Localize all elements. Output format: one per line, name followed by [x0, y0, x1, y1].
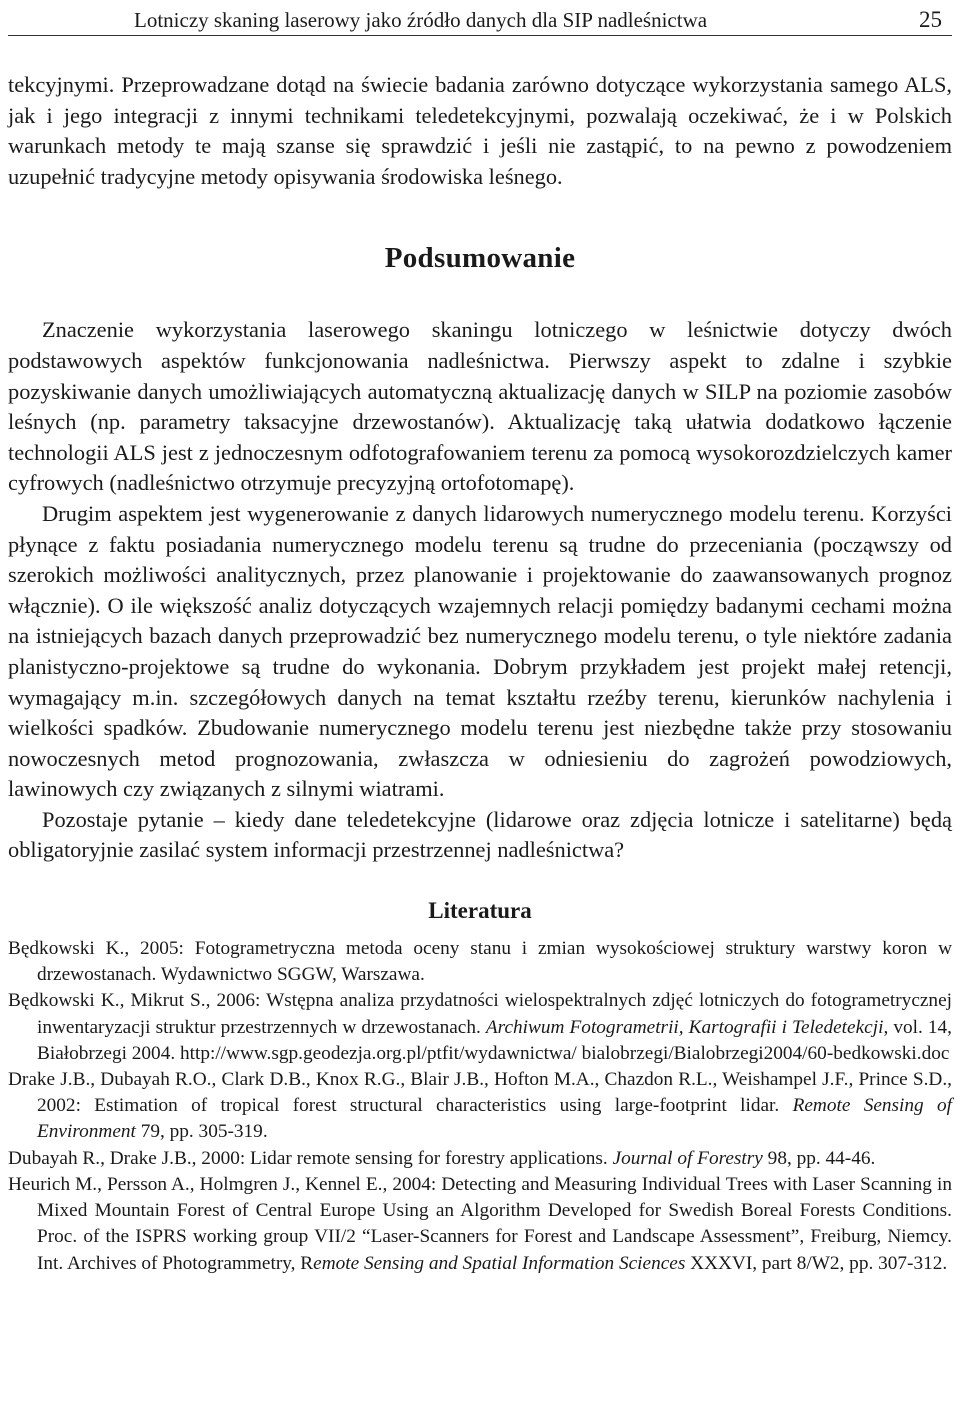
running-head-title: Lotniczy skaning laserowy jako źródło danych dla SIP nadleśnictwa	[134, 8, 708, 32]
reference-item	[8, 1146, 952, 1172]
reference-text: Dubayah R., Drake J.B., 2000: Lidar remote sensing for forestry applications.	[8, 1147, 613, 1169]
reference-journal: Journal of Forestry	[612, 1147, 763, 1169]
section-heading-summary: Podsumowanie	[384, 242, 576, 275]
reference-journal: Archiwum Fotogrametrii, Kartografii i Teledetekcji	[485, 1016, 884, 1038]
intro-paragraph: tekcyjnymi. Przeprowadzane dotąd na świecie badania zarówno dotyczące wykorzystania samego ALS, jak i jego integracji z innymi technikami teledetekcyjnymi, pozwalają oczekiwać, że i w Polskich warunkach metody te mają szanse się sprawdzić i jeśli nie zastąpić, to na pewno z powodzeniem uzupełnić tradycyjne metody opisywania środowiska leśnego.	[8, 72, 952, 189]
reference-text: Heurich M., Persson A., Holmgren J., Kennel E., 2004: Detecting and Measuring Individual Trees with Laser Scanning in Mixed Mountain Forest of Central Europe Using an Algorithm Developed for Swedish Boreal Forests Conditions. Proc. of the ISPRS working group VII/2 “Laser-Scanners for Forest and Landscape Assessment”, Freiburg, Niemcy. Int. Archives of Photogrammetry, R	[8, 1173, 952, 1274]
reference-journal: emote Sensing and Spatial Information Sciences	[313, 1252, 686, 1274]
running-head	[8, 0, 952, 33]
reference-text: Będkowski K., Mikrut S., 2006: Wstępna analiza przydatności wielospektralnych zdjęć lotniczych do fotogrametrycznej inwentaryzacji struktur przestrzennych w drzewostanach.	[8, 990, 952, 1038]
summary-paragraph: Pozostaje pytanie – kiedy dane teledetekcyjne (lidarowe oraz zdjęcia lotnicze i satelitarne) będą obligatoryjnie zasilać system informacji przestrzennej nadleśnictwa?	[8, 806, 952, 863]
reference-text: Drake J.B., Dubayah R.O., Clark D.B., Knox R.G., Blair J.B., Hofton M.A., Chazdon R.L., Weishampel J.F., Prince S.D., 2002: Estimation of tropical forest structural characteristics using large-footprint lidar.	[8, 1069, 952, 1117]
reference-details: 98, pp. 44-46.	[762, 1147, 876, 1169]
document-body	[8, 70, 952, 1277]
page-number: 25	[919, 7, 942, 32]
reference-journal: Remote Sensing of Environment	[37, 1095, 952, 1143]
reference-details: XXXVI, part 8/W2, pp. 307-312.	[685, 1252, 948, 1274]
reference-item	[8, 1172, 952, 1277]
reference-text: Będkowski K., 2005: Fotogrametryczna metoda oceny stanu i zmian wysokościowej struktury warstwy koron w drzewostanach. Wydawnictwo SGGW, Warszawa.	[8, 938, 952, 986]
summary-paragraph: Drugim aspektem jest wygenerowanie z danych lidarowych numerycznego modelu terenu. Korzyści płynące z faktu posiadania numerycznego modelu terenu są trudne do przeceniania (począwszy od szerokich możliwości analitycznych, przez planowanie i projektowanie do zaawansowanych prognoz włącznie). O ile większość analiz dotyczących wzajemnych relacji pomiędzy badanymi cechami można na istniejących bazach danych przeprowadzić bez numerycznego modelu terenu, o tyle niektóre zadania planistyczno-projektowe są trudne do wykonania. Dobrym przykładem jest projekt małej retencji, wymagający m.in. szczegółowych danych na temat kształtu rzeźby terenu, kierunków nachylenia i wielkości spadków. Zbudowanie numerycznego modelu terenu jest niezbędne także przy stosowaniu nowoczesnych metod prognozowania, zwłaszcza w odniesieniu do zagrożeń powodziowych, lawinowych czy związanych z silnymi wiatrami.	[8, 500, 952, 802]
reference-item	[8, 936, 952, 988]
reference-item	[8, 1067, 952, 1146]
reference-item	[8, 988, 952, 1067]
summary-paragraph: Znaczenie wykorzystania laserowego skaningu lotniczego w leśnictwie dotyczy dwóch podstawowych aspektów funkcjonowania nadleśnictwa. Pierwszy aspekt to zdalne i szybkie pozyskiwanie danych umożliwiających automatyczną aktualizację danych w SILP na poziomie zasobów leśnych (np. parametry taksacyjne drzewostanów). Aktualizację taką ułatwia dodatkowo łączenie technologii ALS jest z jednoczesnym odfotografowaniem terenu za pomocą wysokorozdzielczych kamer cyfrowych (nadleśnictwo otrzymuje precyzyjną ortofotomapę).	[8, 317, 952, 496]
reference-list	[8, 936, 952, 1277]
section-heading-literature: Literatura	[428, 898, 532, 924]
reference-details: , vol. 14, Białobrzegi 2004. http://www.sgp.geodezja.org.pl/ptfit/wydawnictwa/ bialobrzegi/Bialobrzegi2004/60-bedkowski.doc	[37, 1016, 952, 1064]
header-rule	[8, 35, 952, 36]
reference-details: 79, pp. 305-319.	[135, 1121, 268, 1143]
